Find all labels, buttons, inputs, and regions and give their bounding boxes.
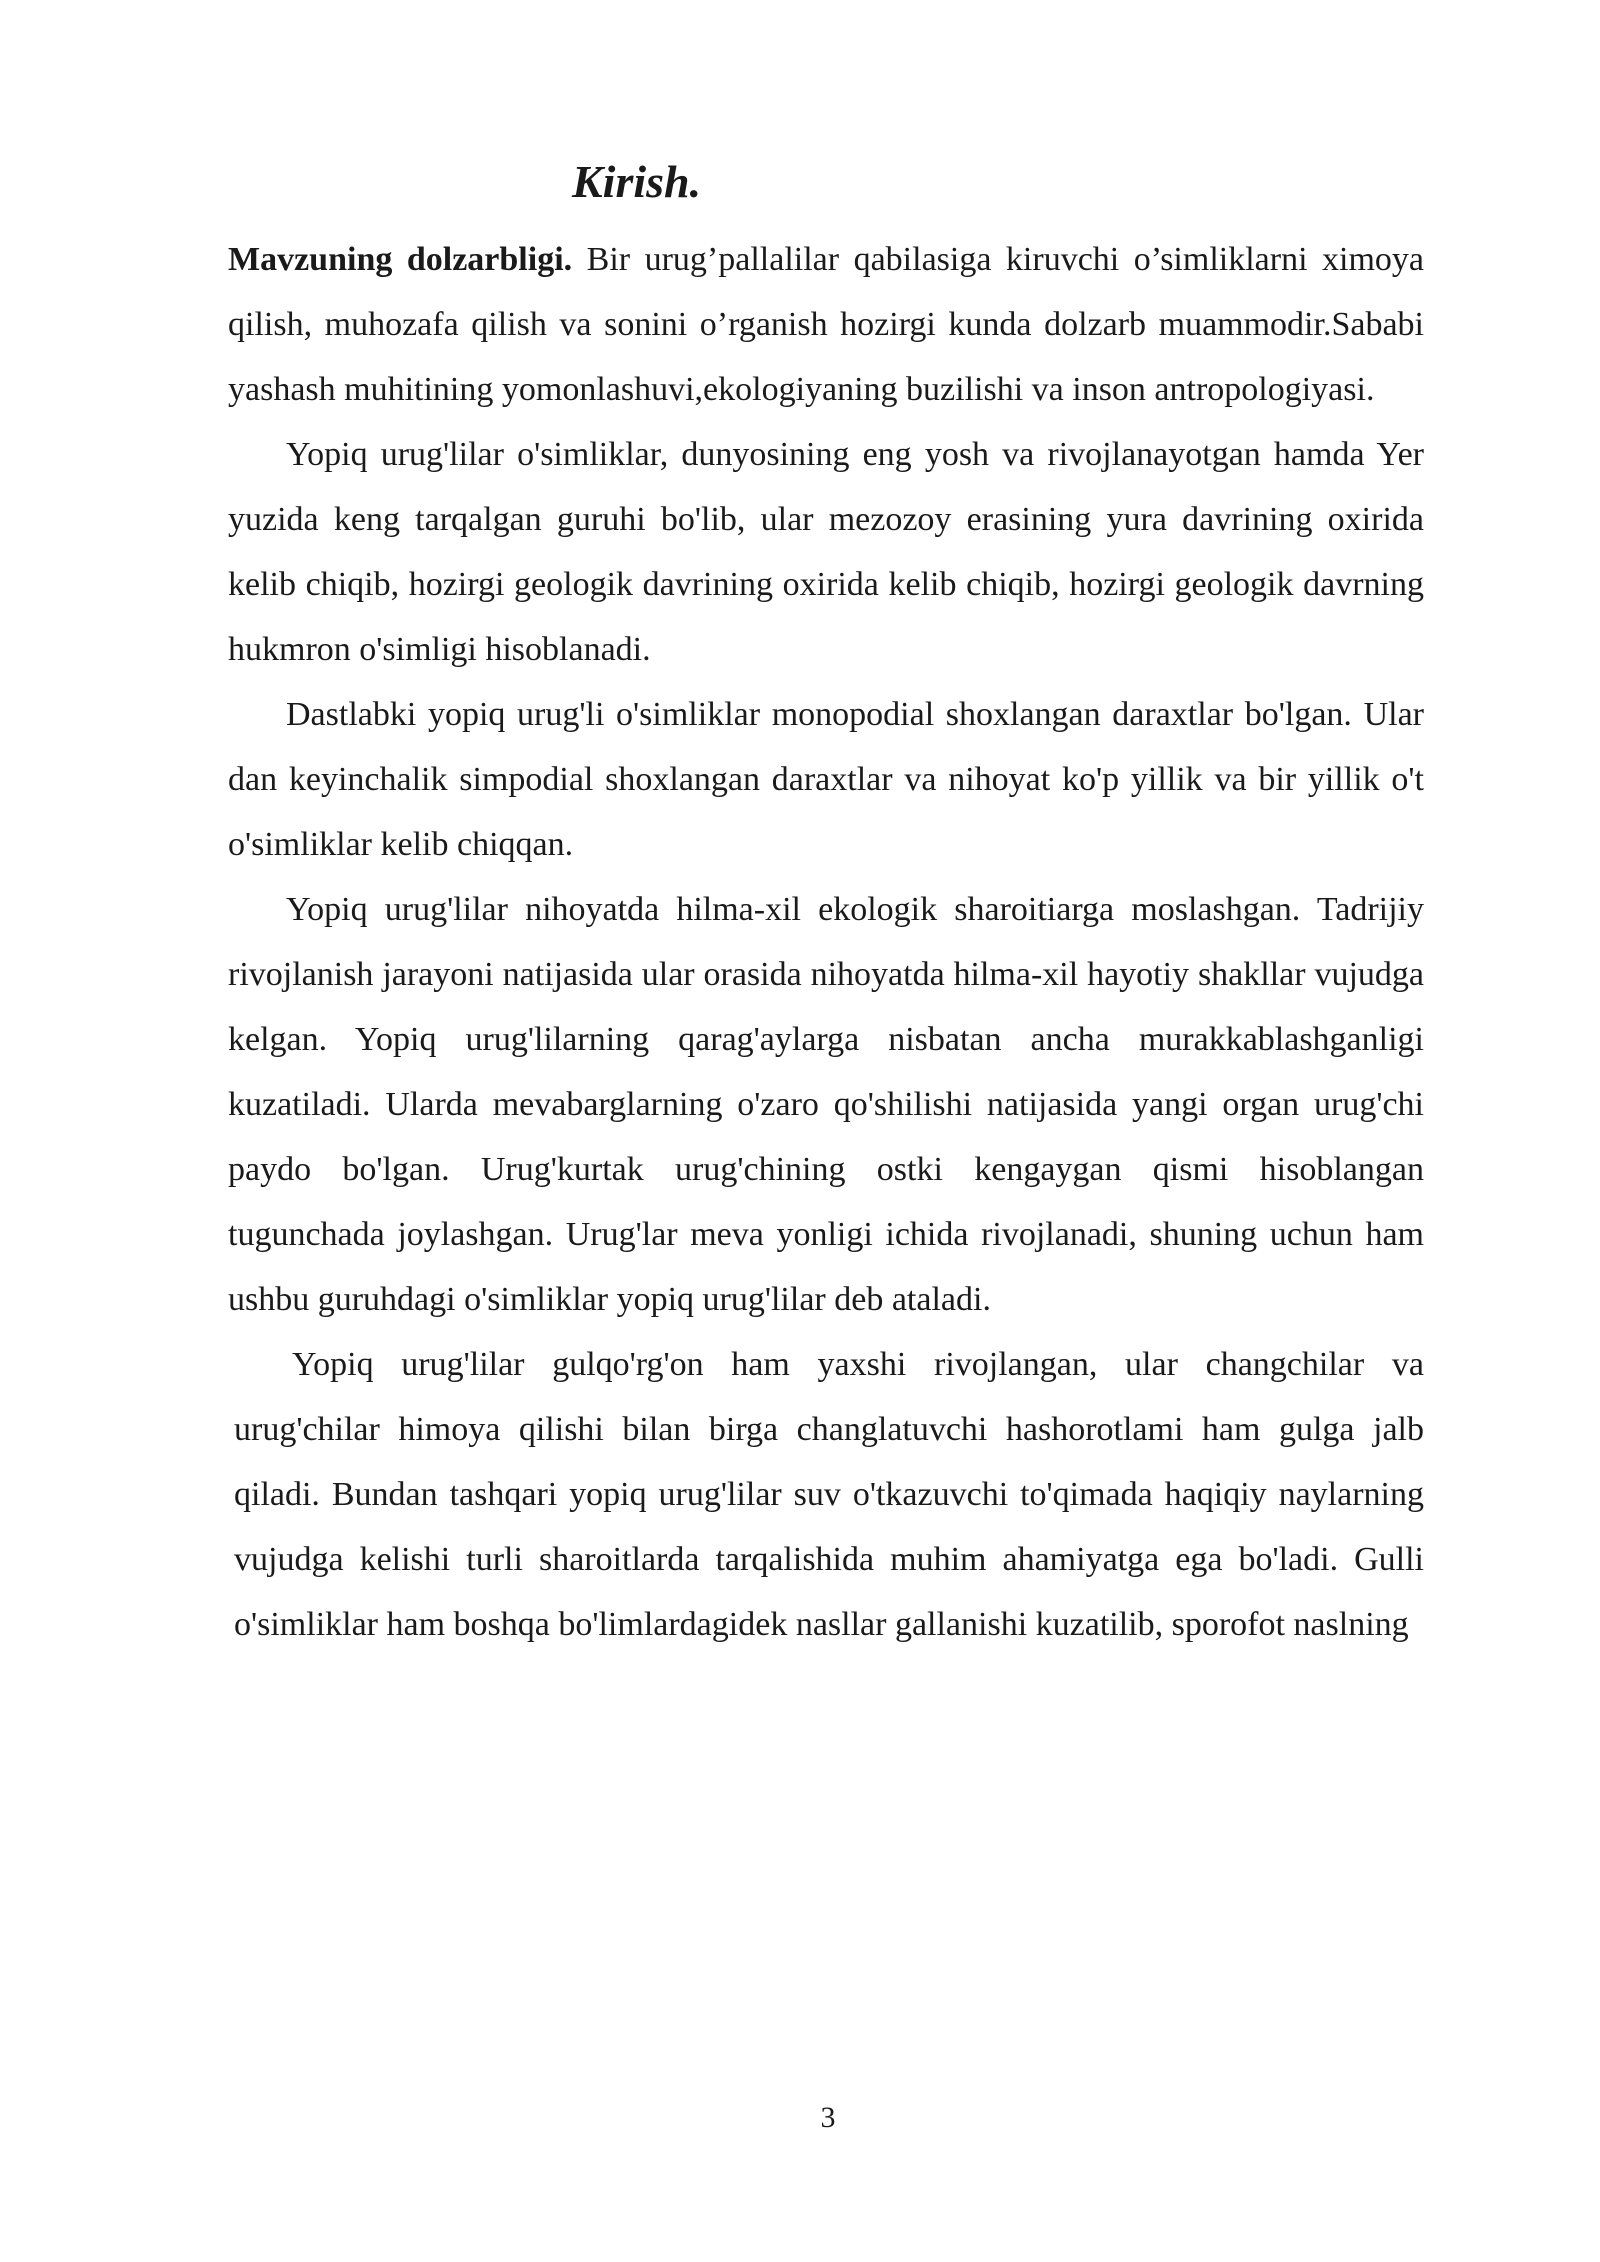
paragraph-4: Yopiq urug'lilar gulqo'rg'on ham yaxshi rivojlangan, ular changchilar va urug'chilar himoya qilishi bilan birga changlatuvchi hashorotlami ham gulga jalb qiladi. Bundan tashqari yopiq urug'lilar suv o'tkazuvchi to'qimada haqiqiy naylarning vujudga kelishi turli sharoitlarda tarqalishida muhim ahamiyatga ega bo'ladi. Gulli o'simliklar ham boshqa bo'limlardagidek nasllar gallanishi kuzatilib, sporofot naslning: [234, 1346, 1424, 1643]
intro-lead: Mavzuning dolzarbligi.: [228, 241, 573, 278]
page-number: 3: [820, 2101, 836, 2134]
page-title: Kirish.: [572, 156, 702, 207]
paragraph-1: Yopiq urug'lilar o'simliklar, dunyosining eng yosh va rivojlanayotgan hamda Yer yuzida keng tarqalgan guruhi bo'lib, ular mezozoy erasining yura davrining oxirida kelib chiqib, hozirgi geologik davrining oxirida kelib chiqib, hozirgi geologik davrning hukmron o'simligi hisoblanadi.: [228, 436, 1424, 668]
paragraph-3: Yopiq urug'lilar nihoyatda hilma-xil ekologik sharoitiarga moslashgan. Tadrijiy rivojlanish jarayoni natijasida ular orasida nihoyatda hilma-xil hayotiy shakllar vujudga kelgan. Yopiq urug'lilarning qarag'aylarga nisbatan ancha murakkablashganligi kuzatiladi. Ularda mevabarglarning o'zaro qo'shilishi natijasida yangi organ urug'chi paydo bo'lgan. Urug'kurtak urug'chining ostki kengaygan qismi hisoblangan tugunchada joylashgan. Urug'lar meva yonligi ichida rivojlanadi, shuning uchun ham ushbu guruhdagi o'simliklar yopiq urug'lilar deb ataladi.: [228, 891, 1424, 1318]
body-text: [228, 227, 1424, 1657]
paragraph-2: Dastlabki yopiq urug'li o'simliklar monopodial shoxlangan daraxtlar bo'lgan. Ular dan keyinchalik simpodial shoxlangan daraxtlar va nihoyat ko'p yillik va bir yillik o't o'simliklar kelib chiqqan.: [228, 696, 1424, 863]
intro-paragraph: [228, 227, 1424, 422]
intro-text: Bir urug’pallalilar qabilasiga kiruvchi o’simliklarni ximoya qilish, muhozafa qilish va sonini o’rganish hozirgi kunda dolzarb muammodir.Sababi yashash muhitining yomonlashuvi,ekologiyaning buzilishi va inson antropologiyasi.: [228, 241, 1425, 408]
